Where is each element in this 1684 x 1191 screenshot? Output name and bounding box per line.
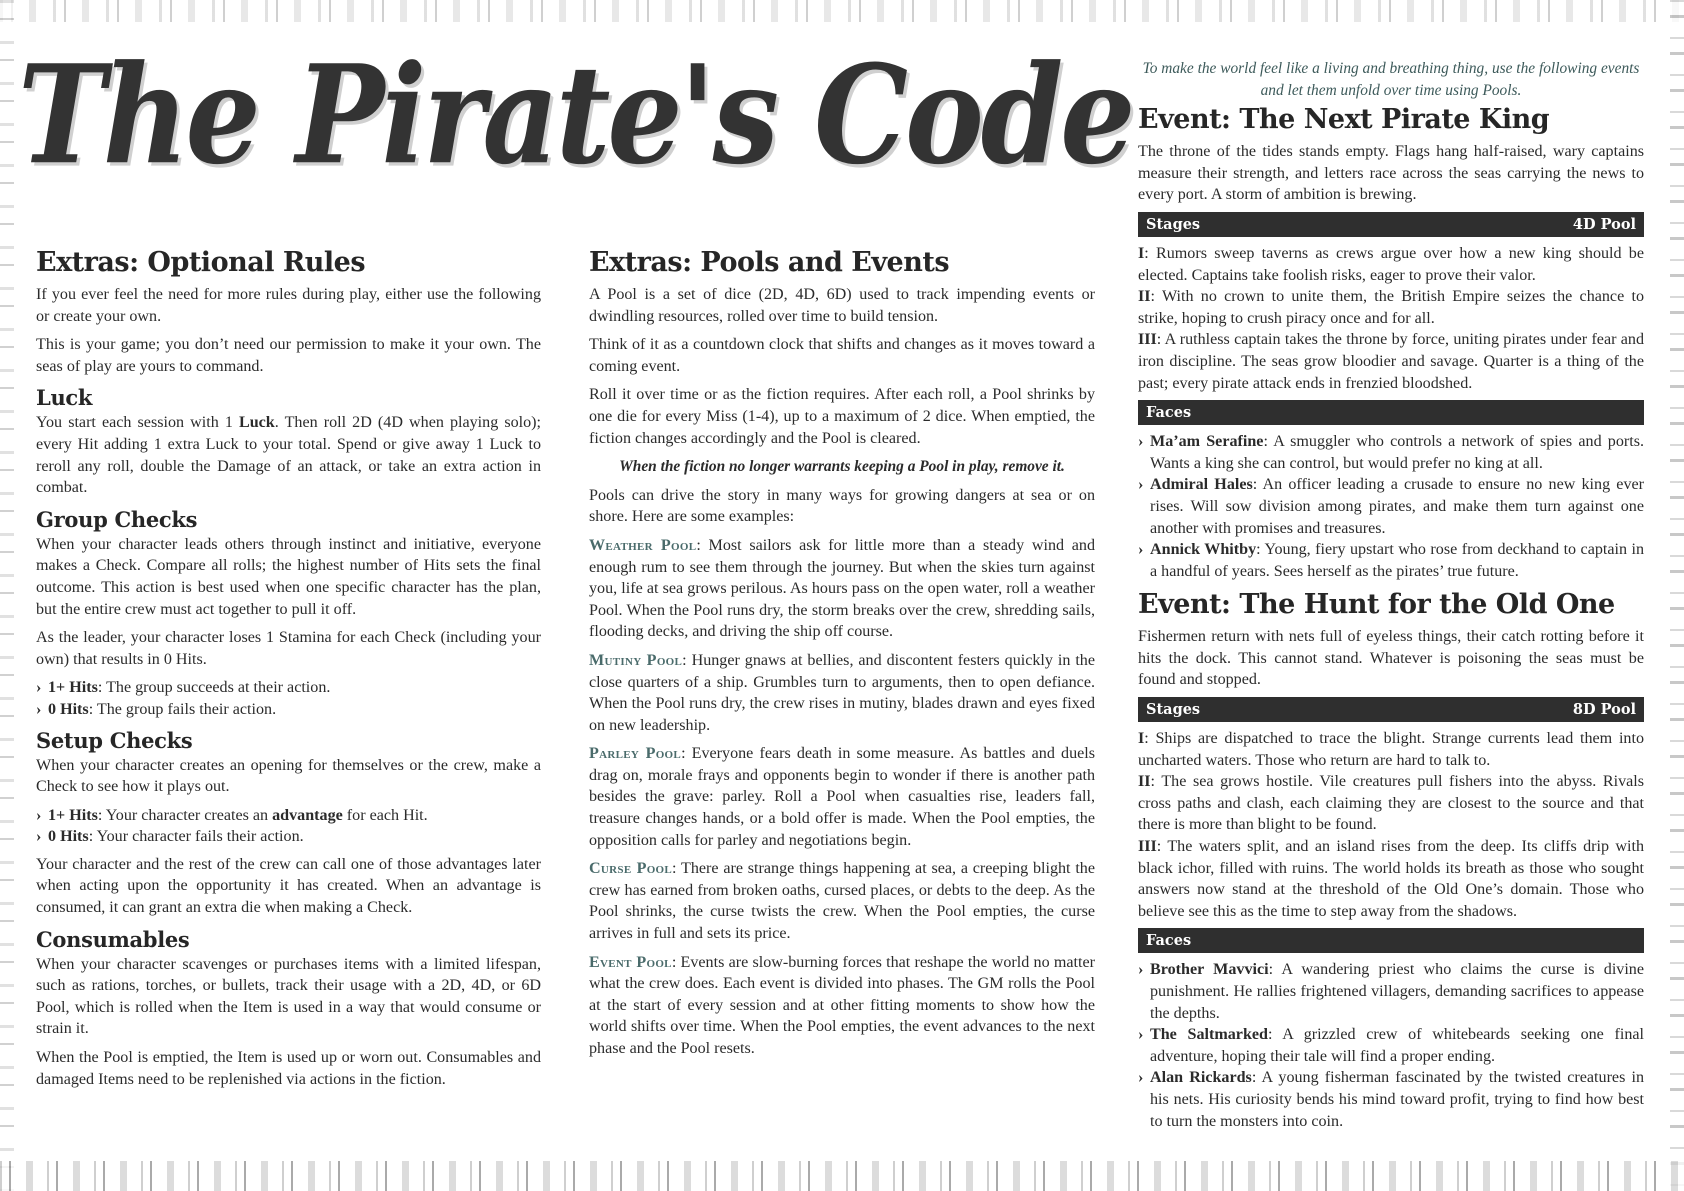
- list-item: [36, 826, 541, 848]
- stage-text: : A ruthless captain takes the throne by force, uniting pirates under fear and iron discipline. The seas grow bloodier and savage. Quarter is a thing of the past; every pirate attack ends in frenzied bloodshed.: [1138, 331, 1644, 392]
- luck-keyword: Luck: [238, 414, 275, 432]
- mutiny-pool-entry: [589, 650, 1095, 736]
- stage-entry: [1138, 728, 1644, 771]
- stages-bar: [1138, 697, 1644, 722]
- stages-label: Stages: [1146, 215, 1201, 233]
- events-intro: To make the world feel like a living and breathing thing, use the following events and let them unfold over time using Pools.: [1142, 60, 1640, 99]
- stages-label: Stages: [1146, 701, 1201, 719]
- column-optional-rules: [36, 246, 541, 1097]
- outcome-text: for each Hit.: [342, 806, 428, 824]
- setup-outcome-list: [36, 805, 541, 848]
- list-item: [1138, 1067, 1644, 1132]
- faces-label: Faces: [1146, 404, 1192, 422]
- page-edge-right: [1670, 0, 1684, 1191]
- outcome-label: 0 Hits: [48, 700, 89, 718]
- face-name: The Saltmarked: [1150, 1026, 1268, 1044]
- pool-name: Event Pool: [589, 953, 672, 971]
- pool-size-label: 4D Pool: [1572, 215, 1636, 233]
- stage-entry: [1138, 771, 1644, 836]
- arrow-icon: ›: [36, 700, 42, 718]
- arrow-icon: ›: [1138, 1026, 1144, 1044]
- outcome-text: : The group succeeds at their action.: [97, 679, 331, 697]
- event-heading-pirate-king: Event: The Next Pirate King: [1138, 104, 1550, 136]
- group-paragraph-2: As the leader, your character loses 1 Stamina for each Check (including your own) that results in 0 Hits.: [36, 629, 541, 668]
- outcome-label: 1+ Hits: [48, 806, 98, 824]
- luck-text-a: You start each session with 1: [36, 414, 239, 432]
- arrow-icon: ›: [1138, 433, 1144, 451]
- face-name: Admiral Hales: [1150, 476, 1253, 494]
- face-text: : A young fisherman fascinated by the twisted creatures in his nets. His curiosity bends his mind toward profit, trying to find how best to turn the monsters into coin.: [1150, 1069, 1644, 1130]
- face-name: Brother Mavvici: [1150, 961, 1269, 979]
- group-paragraph-1: When your character leads others through instinct and initiative, everyone makes a Check. Compare all rolls; the highest number of Hits sets the final outcome. This action is best used when one specific character has the plan, but the entire crew must act together to pull it off.: [36, 535, 541, 618]
- arrow-icon: ›: [36, 828, 42, 846]
- setup-paragraph-1: When your character creates an opening for themselves or the crew, make a Check to see how it plays out.: [36, 756, 541, 796]
- stage-text: : With no crown to unite them, the British Empire seizes the chance to strike, hoping to crush piracy once and for all.: [1138, 288, 1644, 327]
- pools-paragraph-4: Pools can drive the story in many ways for growing dangers at sea or on shore. Here are some examples:: [589, 486, 1095, 526]
- stage-number: I: [1138, 730, 1145, 748]
- outcome-text: : The group fails their action.: [88, 700, 277, 718]
- face-text: : A wandering priest who claims the curse is divine punishment. He rallies frightened villagers, demanding sacrifices to appease the depths.: [1150, 961, 1644, 1022]
- pool-name: Curse Pool: [589, 860, 673, 878]
- event-description: The throne of the tides stands empty. Flags hang half-raised, wary captains measure their strength, and letters race across the seas carrying the news to every port. A storm of ambition is brewing.: [1138, 143, 1644, 204]
- stage-entry: [1138, 243, 1644, 286]
- outcome-text: : Your character creates an: [97, 806, 273, 824]
- stage-number: I: [1138, 244, 1145, 262]
- faces-list: [1138, 431, 1644, 582]
- arrow-icon: ›: [1138, 961, 1144, 979]
- pool-text: : There are strange things happening at sea, a creeping blight the crew has earned from broken oaths, cursed places, or debts to the deep. As the Pool shrinks, the curse twists the crew. When the Pool empties, the curse arrives in full and sets its price.: [589, 860, 1095, 943]
- pools-paragraph-3: Roll it over time or as the fiction requires. After each roll, a Pool shrinks by one die for every Miss (1-4), up to a maximum of 2 dice. When emptied, the fiction changes accordingly and the Pool is cleared.: [589, 386, 1095, 447]
- outcome-text: : Your character fails their action.: [88, 828, 304, 846]
- consumables-paragraph-1: When your character scavenges or purchases items with a limited lifespan, such as rations, torches, or bullets, track their usage with a 2D, 4D, or 6D Pool, which is rolled when the Item is used in a way that would consume or strain it.: [36, 955, 541, 1038]
- face-name: Annick Whitby: [1150, 541, 1257, 559]
- stage-number: II: [1138, 773, 1151, 791]
- faces-list: [1138, 959, 1644, 1132]
- arrow-icon: ›: [36, 679, 42, 697]
- stage-number: III: [1138, 838, 1157, 856]
- list-item: [1138, 539, 1644, 582]
- pools-paragraph-1: A Pool is a set of dice (2D, 4D, 6D) used to track impending events or dwindling resources, rolled over time to build tension.: [589, 286, 1095, 325]
- face-text: : An officer leading a crusade to ensure no new king ever rises. Will sow division among pirates, and make them turn against one another with promises and treasures.: [1150, 476, 1645, 537]
- arrow-icon: ›: [1138, 476, 1144, 494]
- subheading-luck: Luck: [36, 385, 93, 411]
- stage-entry: [1138, 329, 1644, 394]
- pool-text: : Everyone fears death in some measure. As battles and duels drag on, morale frays and opponents begin to wonder if there is another path besides the grave: parley. Roll a Pool when casualties rise, leaders fall, treasure changes hands, or a bold offer is made. When the Pool empties, the opposition calls for parley and negotiations begin.: [589, 745, 1095, 849]
- event-description: Fishermen return with nets full of eyeless things, their catch rotting before it hits the dock. This cannot stand. Whatever is poisoning the seas must be found and stopped.: [1138, 628, 1644, 689]
- stage-entry: [1138, 286, 1644, 329]
- face-name: Alan Rickards: [1150, 1069, 1252, 1087]
- list-item: [1138, 959, 1644, 1024]
- stage-entry: [1138, 836, 1644, 922]
- list-item: [36, 677, 541, 699]
- face-text: : A smuggler who controls a network of spies and ports. Wants a king she can control, but would prefer no king at all.: [1150, 433, 1645, 472]
- pool-text: : Most sailors ask for little more than a steady wind and enough rum to see them through the journey. But when the skies turn against you, life at sea grows perilous. As hours pass on the open water, roll a weather Pool. When the Pool runs dry, the storm breaks over the crew, shredding sails, flooding decks, and driving the ship off course.: [589, 536, 1096, 641]
- arrow-icon: ›: [36, 806, 42, 824]
- column-events: [1138, 58, 1644, 1138]
- subheading-consumables: Consumables: [36, 926, 190, 952]
- face-name: Ma’am Serafine: [1150, 433, 1264, 451]
- event-pool-entry: [589, 952, 1095, 1060]
- page-title: The Pirate's Code: [18, 34, 1133, 195]
- faces-label: Faces: [1146, 932, 1192, 950]
- pools-paragraph-2: Think of it as a countdown clock that shifts and changes as it moves toward a coming event.: [589, 336, 1095, 375]
- faces-bar: [1138, 400, 1644, 425]
- stages-bar: [1138, 212, 1644, 237]
- pool-name: Parley Pool: [589, 745, 682, 763]
- setup-paragraph-2: Your character and the rest of the crew can call one of those advantages later when acting upon the opportunity it has created. When an advantage is consumed, it can grant an extra die when making a Check.: [36, 855, 541, 917]
- stage-number: II: [1138, 288, 1151, 306]
- pool-text: : Events are slow-burning forces that reshape the world no matter what the crew does. Each event is divided into phases. The GM rolls the Pool at the start of every session and at other fitting moments to show how the world shifts over time. When the Pool empties, the event advances to the next phase and the Pool resets.: [589, 953, 1095, 1057]
- stage-text: : Ships are dispatched to trace the blight. Strange currents lead them into uncharted waters. Those who return are hard to talk to.: [1138, 730, 1644, 769]
- list-item: [36, 805, 541, 827]
- group-outcome-list: [36, 677, 541, 720]
- intro-paragraph-2: This is your game; you don’t need our permission to make it your own. The seas of play are yours to command.: [36, 336, 541, 375]
- event-heading-old-one: Event: The Hunt for the Old One: [1138, 589, 1615, 621]
- subheading-setup-checks: Setup Checks: [36, 727, 193, 753]
- pool-text: : Hunger gnaws at bellies, and discontent festers quickly in the close quarters of a ship. Grumbles turn to arguments, then to open defiance. When the Pool runs dry, the crew rises in mutiny, blades drawn and eyes fixed on new leadership.: [589, 651, 1095, 734]
- arrow-icon: ›: [1138, 541, 1144, 559]
- section-heading-optional-rules: Extras: Optional Rules: [36, 247, 366, 278]
- faces-bar: [1138, 928, 1644, 953]
- luck-text-c: . Then roll 2D (4D when playing solo); every Hit adding 1 extra Luck to your total. Spend or give away 1 Luck to reroll any roll, double the Damage of an attack, or take an extra action in combat.: [36, 414, 541, 497]
- subheading-group-checks: Group Checks: [36, 506, 198, 532]
- advantage-keyword: advantage: [272, 806, 343, 824]
- stage-text: : Rumors sweep taverns as crews argue over how a new king should be elected. Captains take foolish risks, eager to prove their valor.: [1138, 244, 1644, 284]
- section-heading-pools-events: Extras: Pools and Events: [589, 247, 950, 278]
- list-item: [1138, 1024, 1644, 1067]
- parley-pool-entry: [589, 743, 1095, 851]
- arrow-icon: ›: [1138, 1069, 1144, 1087]
- list-item: [1138, 431, 1644, 474]
- consumables-paragraph-2: When the Pool is emptied, the Item is used up or worn out. Consumables and damaged Items need to be replenished via actions in the fiction.: [36, 1049, 541, 1088]
- pools-callout: When the fiction no longer warrants keeping a Pool in play, remove it.: [619, 458, 1065, 476]
- stage-text: : The sea grows hostile. Vile creatures pull fishers into the abyss. Rivals cross paths and clash, each claiming they are closest to the source and that there is more than blight to be found.: [1138, 773, 1644, 834]
- pool-name: Mutiny Pool: [589, 651, 683, 669]
- outcome-label: 0 Hits: [48, 828, 89, 846]
- face-text: : Young, fiery upstart who rose from deckhand to captain in a handful of years. Sees herself as the pirates’ true future.: [1150, 541, 1644, 580]
- stage-number: III: [1138, 331, 1157, 349]
- column-pools-and-events: [589, 246, 1095, 1067]
- luck-paragraph: [36, 412, 541, 498]
- pool-name: Weather Pool: [589, 536, 697, 554]
- curse-pool-entry: [589, 858, 1095, 944]
- page-edge-left: [0, 0, 14, 1191]
- list-item: [36, 699, 541, 721]
- outcome-label: 1+ Hits: [48, 679, 98, 697]
- face-text: : A grizzled crew of whitebeards seeking one final adventure, hoping their tale will find a proper ending.: [1150, 1026, 1644, 1065]
- page-edge-bottom: [0, 1161, 1684, 1191]
- weather-pool-entry: [589, 535, 1095, 643]
- list-item: [1138, 474, 1644, 539]
- stage-text: : The waters split, and an island rises from the deep. Its cliffs drip with black ichor, filled with ruins. The world holds its breath as those who sought answers now stand at the threshold of the Old One’s domain. Those who believe see this as the time to step away from the shadows.: [1138, 838, 1644, 920]
- pool-size-label: 8D Pool: [1572, 701, 1636, 719]
- intro-paragraph-1: If you ever feel the need for more rules during play, either use the following or create your own.: [36, 286, 541, 325]
